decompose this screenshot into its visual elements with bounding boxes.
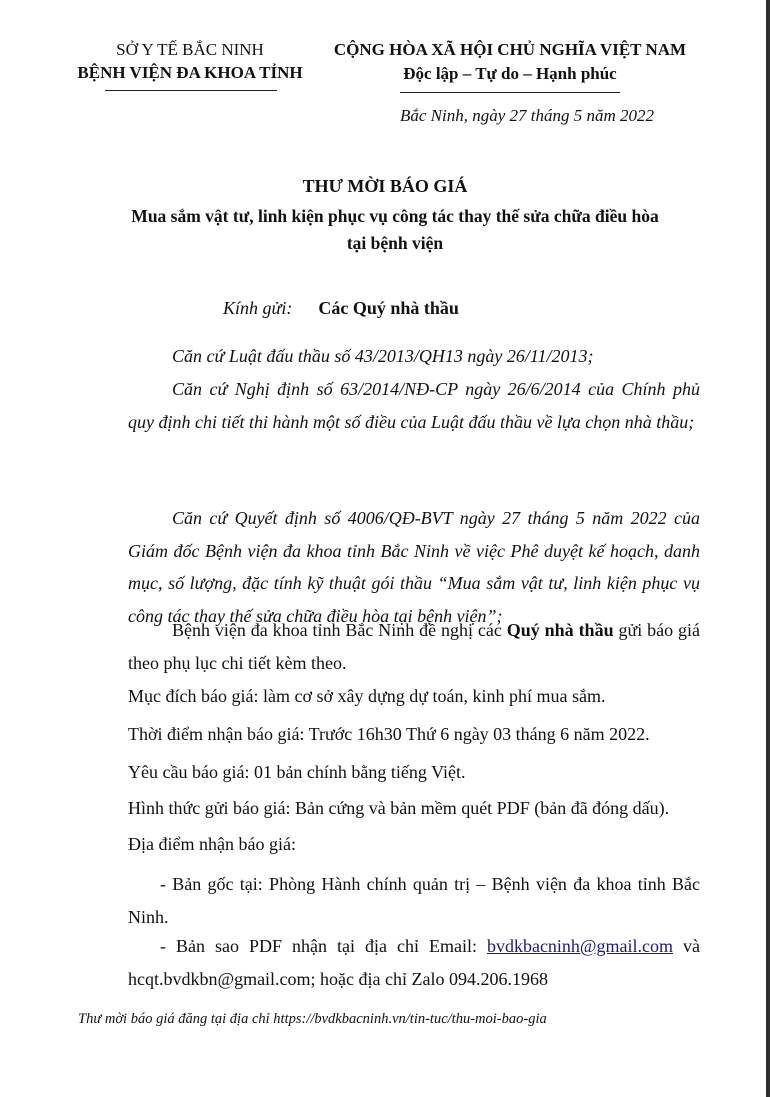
request-text-after: gửi báo giá theo phụ lục chi tiết kèm theo. [128, 620, 700, 673]
method-line: Hình thức gửi báo giá: Bản cứng và bản mềm quét PDF (bản đã đóng dấu). [128, 798, 670, 818]
recipient-label: Kính gửi: [223, 298, 293, 318]
recipient-line [223, 298, 459, 319]
location-original: - Bản gốc tại: Phòng Hành chính quản trị – Bệnh viện đa khoa tỉnh Bắc Ninh. [128, 874, 700, 927]
nation-name: CỘNG HÒA XÃ HỘI CHỦ NGHĨA VIỆT NAM [333, 40, 687, 59]
document-title: THƯ MỜI BÁO GIÁ [302, 176, 468, 196]
email-link-1[interactable]: bvdkbacninh@gmail.com [486, 936, 673, 956]
requirement-line: Yêu cầu báo giá: 01 bản chính bằng tiếng Việt. [128, 762, 466, 782]
copy-text-before: - Bản sao PDF nhận tại địa chỉ Email: [160, 936, 477, 956]
purpose-line: Mục đích báo giá: làm cơ sở xây dựng dự toán, kinh phí mua sắm. [128, 686, 606, 706]
copy-text-and: và [683, 936, 700, 956]
legal-basis-3: Căn cứ Quyết định số 4006/QĐ-BVT ngày 27 tháng 5 năm 2022 của Giám đốc Bệnh viện đa khoa tỉnh Bắc Ninh về việc Phê duyệt kế hoạch, danh mục, số lượng, đặc tính kỹ thuật gói thầu “Mua sắm vật tư, linh kiện phục vụ công tác thay thế sửa chữa điều hòa tại bệnh viện”; [128, 508, 700, 626]
request-paragraph [128, 614, 700, 679]
issuer-org: SỞ Y TẾ BẮC NINH [116, 40, 264, 59]
location-label: Địa điểm nhận báo giá: [128, 834, 296, 854]
subtitle-line-1: Mua sắm vật tư, linh kiện phục vụ công tác thay thế sửa chữa điều hòa [131, 206, 659, 226]
national-motto-block [320, 38, 700, 86]
motto: Độc lập – Tự do – Hạnh phúc [403, 64, 617, 83]
legal-basis-1: Căn cứ Luật đấu thầu số 43/2013/QH13 ngày 26/11/2013; [172, 346, 594, 366]
document-subtitle [95, 203, 695, 257]
issuer-block [60, 38, 320, 84]
legal-basis-2: Căn cứ Nghị định số 63/2014/NĐ-CP ngày 26/6/2014 của Chính phủ quy định chi tiết thi hành một số điều của Luật đấu thầu về lựa chọn nhà thầu; [128, 379, 700, 432]
subtitle-line-2: tại bệnh viện [346, 233, 444, 253]
footer-note: Thư mời báo giá đăng tại địa chỉ https://bvdkbacninh.vn/tin-tuc/thu-moi-bao-gia [78, 1011, 547, 1027]
request-text-before: Bệnh viện đa khoa tỉnh Bắc Ninh đề nghị các [172, 620, 502, 640]
scan-edge [766, 0, 770, 1097]
recipient-name: Các Quý nhà thầu [318, 298, 459, 318]
motto-underline [400, 92, 620, 93]
request-text-bold: Quý nhà thầu [506, 620, 614, 640]
copy-text-rest: hcqt.bvdkbn@gmail.com; hoặc địa chỉ Zalo 094.206.1968 [128, 968, 548, 989]
issuer-underline [105, 90, 277, 91]
location-copy [128, 930, 700, 995]
date-line: Bắc Ninh, ngày 27 tháng 5 năm 2022 [400, 106, 655, 125]
issuer-hospital: BỆNH VIỆN ĐA KHOA TỈNH [77, 63, 303, 82]
deadline-line: Thời điểm nhận báo giá: Trước 16h30 Thứ 6 ngày 03 tháng 6 năm 2022. [128, 724, 650, 744]
